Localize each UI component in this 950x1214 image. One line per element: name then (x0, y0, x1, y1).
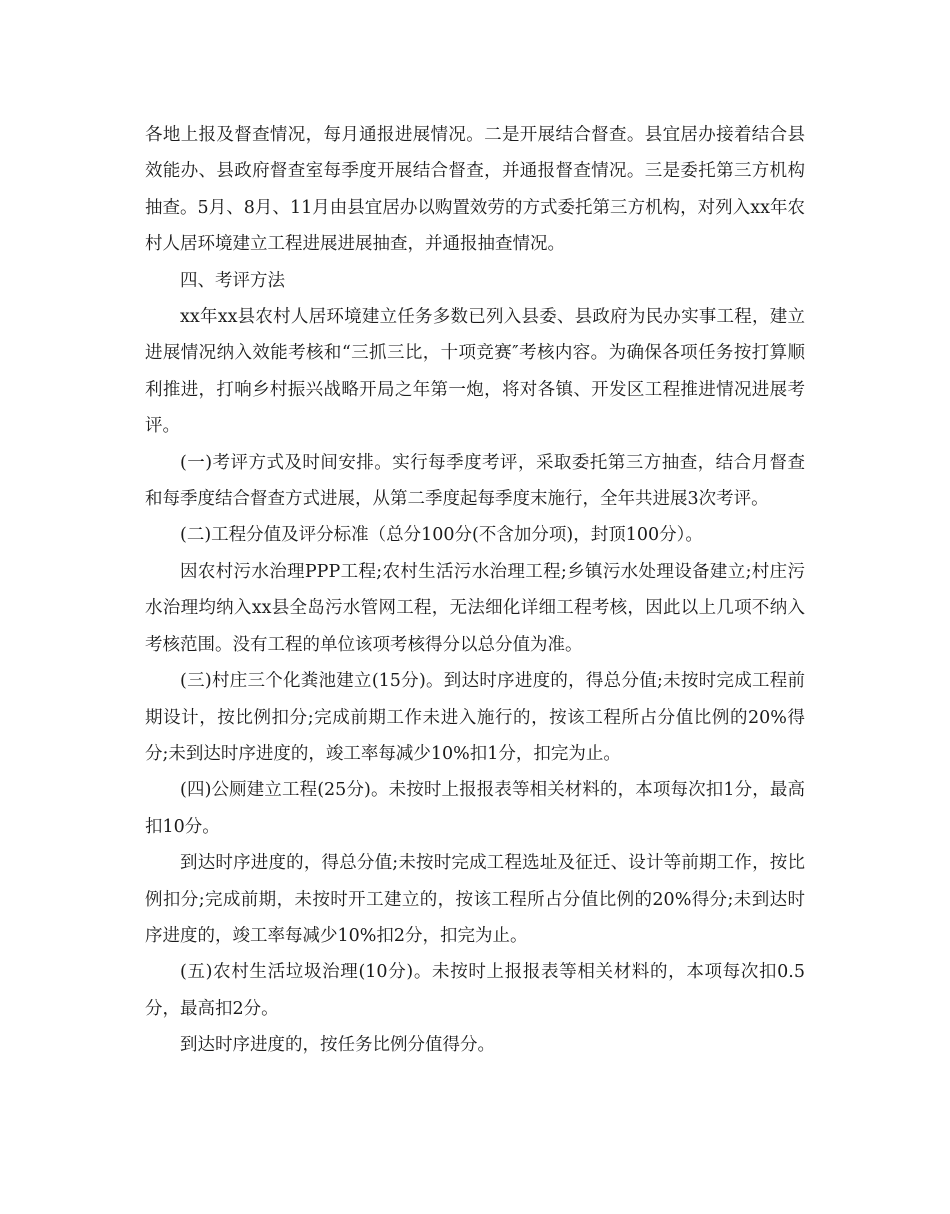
paragraph-10: (五)农村生活垃圾治理(10分)。未按时上报报表等相关材料的，本项每次扣0.5分，最高扣2分。 (145, 962, 805, 1019)
paragraph-11: 到达时序进度的，按任务比例分值得分。 (180, 1035, 495, 1056)
paragraph-6: 因农村污水治理PPP工程;农村生活污水治理工程;乡镇污水处理设备建立;村庄污水治理均纳入xx县全岛污水管网工程，无法细化详细工程考核，因此以上几项不纳入考核范围。没有工程的单位该项考核得分以总分值为准。 (145, 561, 805, 655)
paragraph-7: (三)村庄三个化粪池建立(15分)。到达时序进度的，得总分值;未按时完成工程前期设计，按比例扣分;完成前期工作未进入施行的，按该工程所占分值比例的20%得分;未到达时序进度的，竣工率每减少10%扣1分，扣完为止。 (145, 671, 805, 764)
paragraph-3: xx年xx县农村人居环境建立任务多数已列入县委、县政府为民办实事工程，建立进展情况纳入效能考核和“三抓三比，十项竞赛″考核内容。为确保各项任务按打算顺利推进，打响乡村振兴战略开局之年第一炮，将对各镇、开发区工程推进情况进展考评。 (145, 307, 805, 437)
paragraph-4: (一)考评方式及时间安排。实行每季度考评，采取委托第三方抽查，结合月督查和每季度结合督查方式进展，从第二季度起每季度末施行，全年共进展3次考评。 (145, 452, 805, 510)
paragraph-1: 各地上报及督查情况，每月通报进展情况。二是开展结合督查。县宜居办接着结合县效能办、县政府督查室每季度开展结合督查，并通报督查情况。三是委托第三方机构抽查。5月、8月、11月由县宜居办以购置效劳的方式委托第三方机构，对列入xx年农村人居环境建立工程进展进展抽查，并通报抽查情况。 (145, 125, 805, 255)
document-body (145, 117, 805, 1064)
paragraph-8: (四)公厕建立工程(25分)。未按时上报报表等相关材料的，本项每次扣1分，最高扣10分。 (145, 780, 805, 837)
paragraph-5: (二)工程分值及评分标准（总分100分(不含加分项)，封顶100分）。 (180, 525, 703, 546)
paragraph-9: 到达时序进度的，得总分值;未按时完成工程选址及征迁、设计等前期工作，按比例扣分;完成前期，未按时开工建立的，按该工程所占分值比例的20%得分;未到达时序进度的，竣工率每减少10%扣2分，扣完为止。 (145, 853, 805, 946)
section-heading-evaluation-method: 四、考评方法 (180, 270, 285, 291)
